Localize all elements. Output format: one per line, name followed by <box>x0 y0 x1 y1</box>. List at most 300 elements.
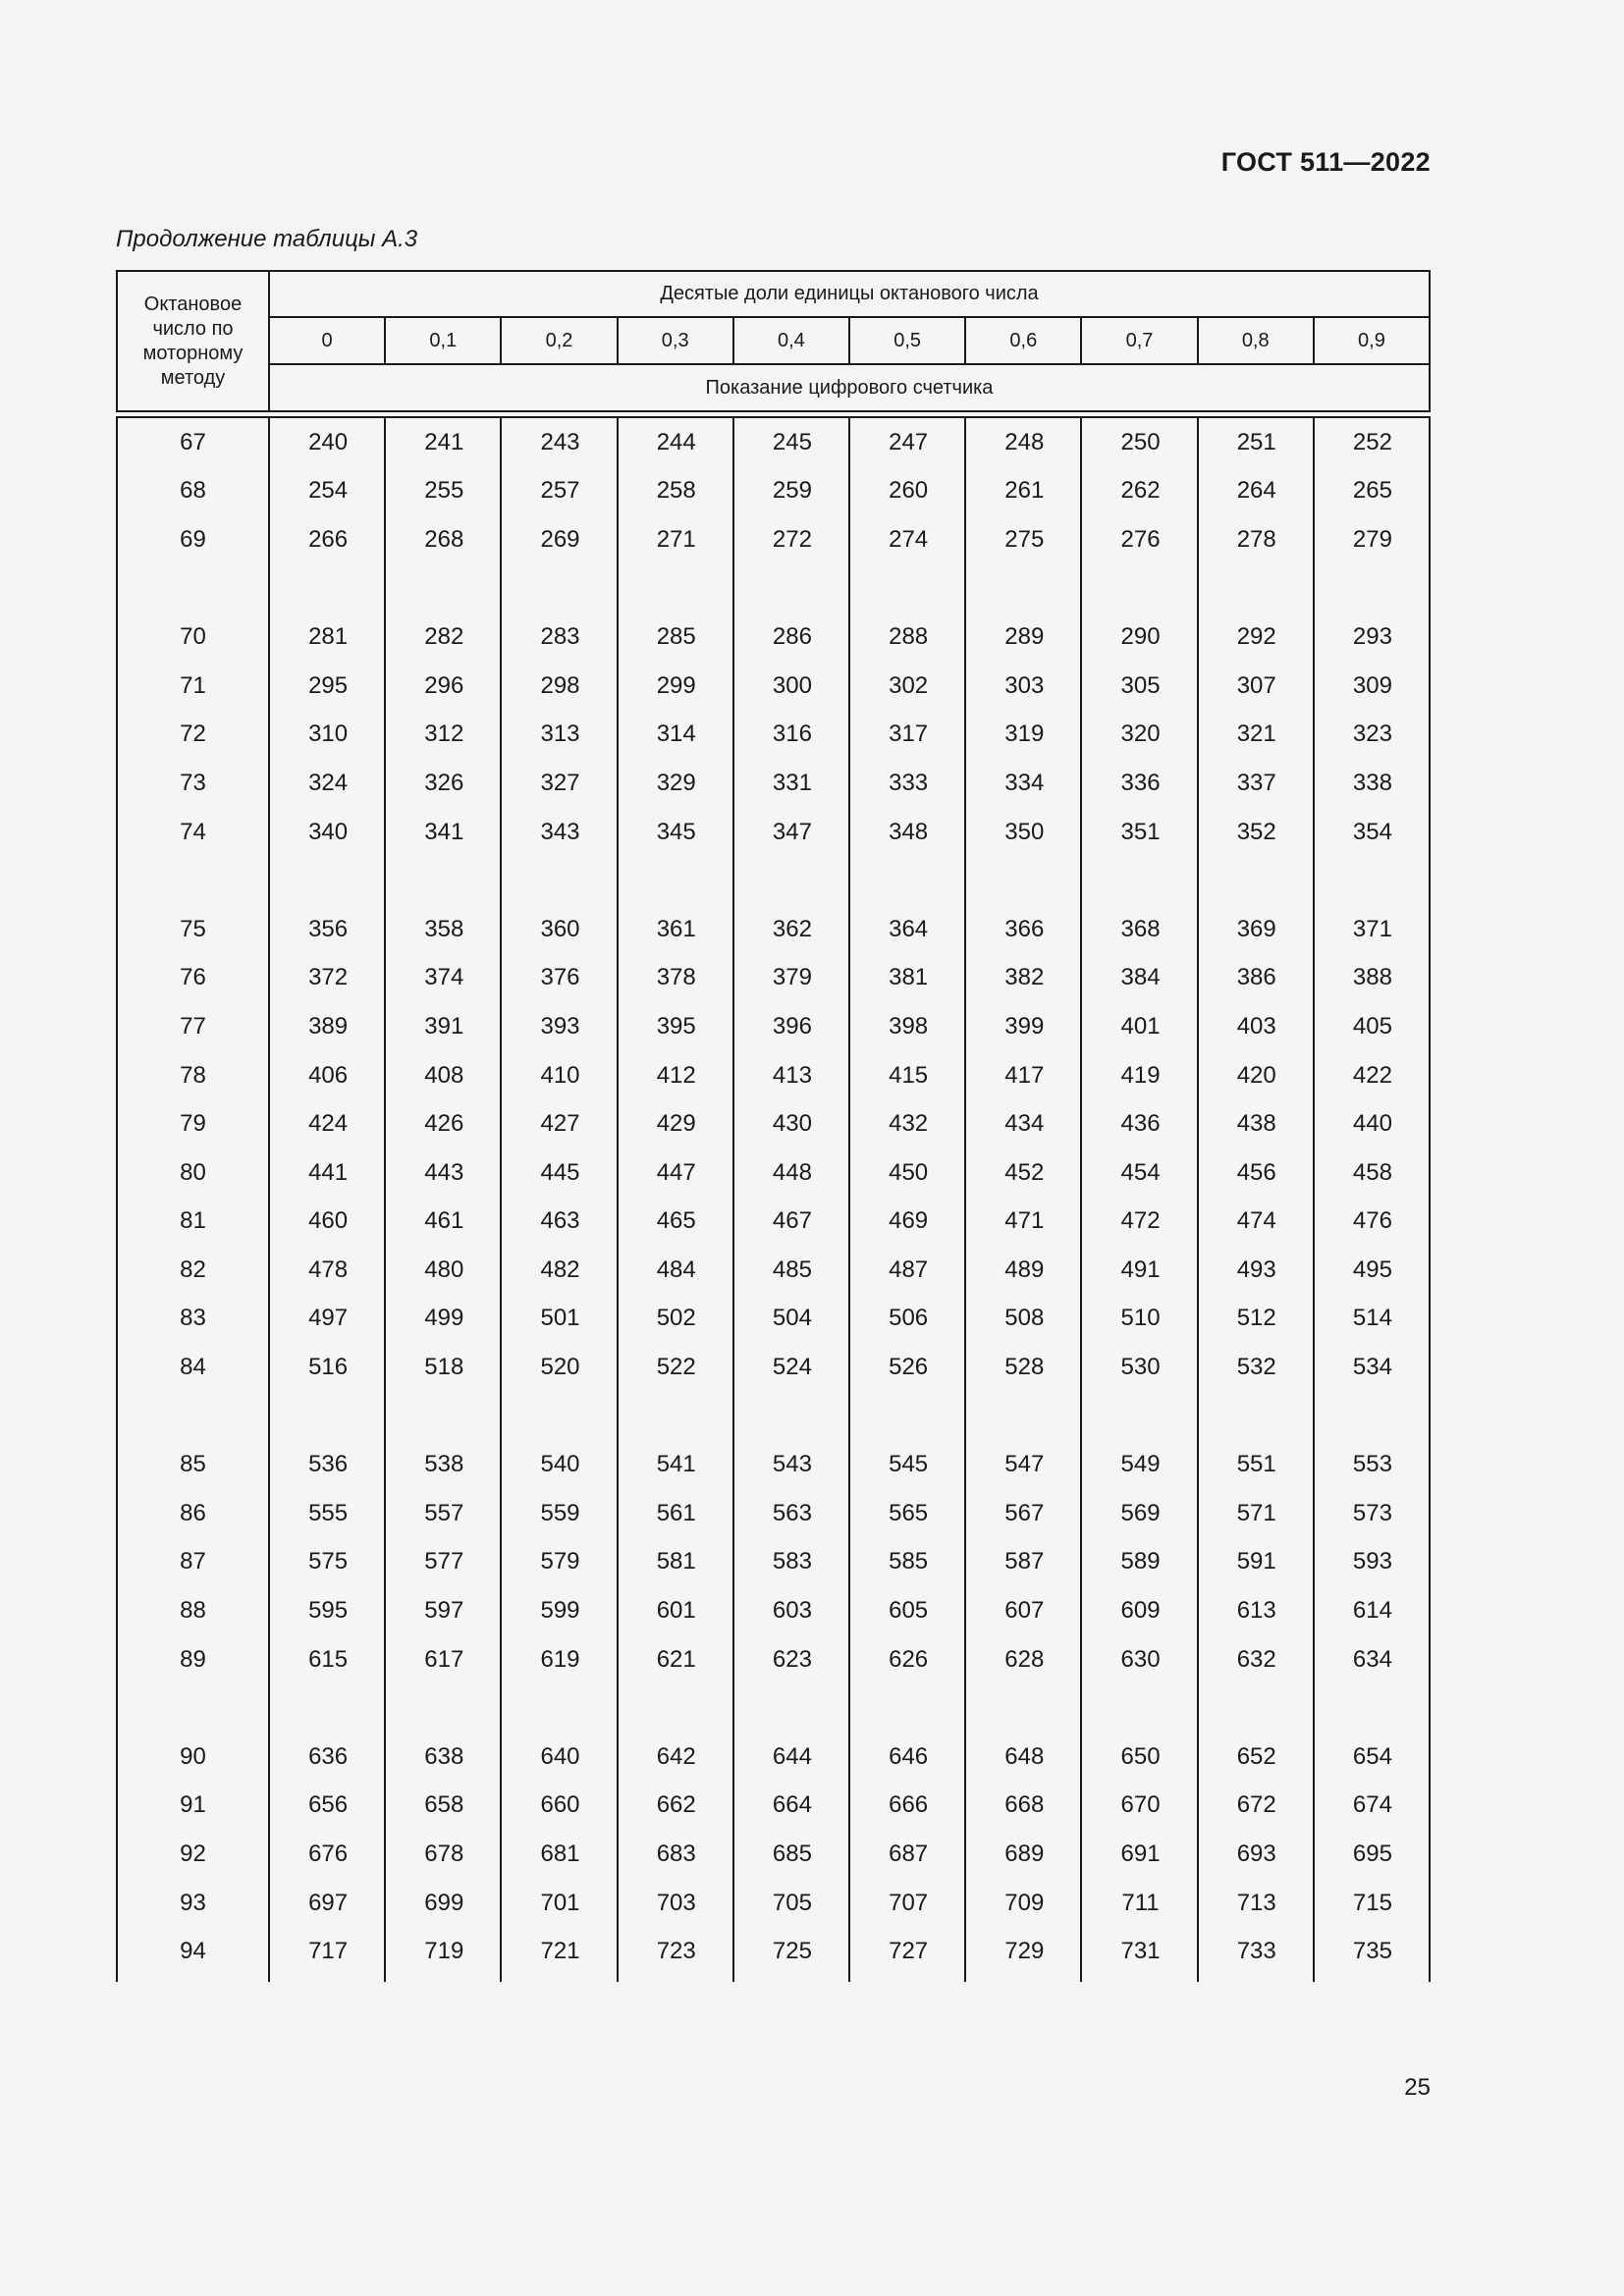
counter-reading-cell: 266 <box>308 525 349 553</box>
octane-number-cell: 73 <box>180 769 206 796</box>
counter-reading-cell: 434 <box>1004 1110 1045 1138</box>
octane-number-cell: 81 <box>180 1207 206 1235</box>
counter-reading-cell: 497 <box>308 1305 349 1332</box>
counter-reading-cell: 699 <box>424 1889 464 1916</box>
counter-reading-cell: 615 <box>308 1645 349 1673</box>
column-divider <box>500 418 502 1982</box>
counter-reading-cell: 427 <box>540 1110 580 1138</box>
counter-reading-cell: 491 <box>1120 1255 1161 1283</box>
counter-reading-cell: 474 <box>1236 1207 1276 1235</box>
counter-reading-cell: 573 <box>1352 1499 1392 1526</box>
counter-reading-cell: 415 <box>889 1061 929 1089</box>
column-divider <box>116 418 118 1982</box>
bottom-header-cell: Показание цифрового счетчика <box>705 376 994 399</box>
counter-reading-cell: 634 <box>1352 1645 1392 1673</box>
counter-reading-cell: 305 <box>1120 671 1161 699</box>
counter-reading-cell: 628 <box>1004 1645 1045 1673</box>
counter-reading-cell: 522 <box>656 1354 696 1381</box>
counter-reading-cell: 583 <box>772 1548 812 1575</box>
table-row <box>116 613 1431 662</box>
counter-reading-cell: 553 <box>1352 1451 1392 1478</box>
counter-reading-cell: 512 <box>1236 1305 1276 1332</box>
counter-reading-cell: 254 <box>308 477 349 505</box>
counter-reading-cell: 317 <box>889 721 929 748</box>
table-row <box>116 1927 1431 1976</box>
counter-reading-cell: 487 <box>889 1255 929 1283</box>
counter-reading-cell: 668 <box>1004 1791 1045 1819</box>
counter-reading-cell: 569 <box>1120 1499 1161 1526</box>
counter-reading-cell: 644 <box>772 1742 812 1770</box>
column-header: 0,5 <box>848 318 964 363</box>
column-divider <box>268 418 270 1982</box>
counter-reading-cell: 268 <box>424 525 464 553</box>
counter-reading-cell: 441 <box>308 1158 349 1186</box>
counter-reading-cell: 528 <box>1004 1354 1045 1381</box>
counter-reading-cell: 269 <box>540 525 580 553</box>
counter-reading-cell: 693 <box>1236 1841 1276 1868</box>
counter-reading-cell: 591 <box>1236 1548 1276 1575</box>
counter-reading-cell: 678 <box>424 1841 464 1868</box>
table-header <box>116 270 1431 412</box>
counter-reading-cell: 557 <box>424 1499 464 1526</box>
counter-reading-cell: 292 <box>1236 623 1276 651</box>
column-divider <box>848 418 850 1982</box>
counter-reading-cell: 389 <box>308 1012 349 1040</box>
counter-reading-cell: 405 <box>1352 1012 1392 1040</box>
counter-reading-cell: 674 <box>1352 1791 1392 1819</box>
counter-reading-cell: 540 <box>540 1451 580 1478</box>
counter-reading-cell: 338 <box>1352 769 1392 796</box>
counter-reading-cell: 458 <box>1352 1158 1392 1186</box>
counter-reading-cell: 471 <box>1004 1207 1045 1235</box>
counter-reading-cell: 240 <box>308 428 349 455</box>
counter-reading-cell: 262 <box>1120 477 1161 505</box>
octane-number-cell: 82 <box>180 1255 206 1283</box>
column-headers <box>270 318 1429 365</box>
counter-reading-cell: 336 <box>1120 769 1161 796</box>
counter-reading-cell: 581 <box>656 1548 696 1575</box>
counter-reading-cell: 575 <box>308 1548 349 1575</box>
counter-reading-cell: 613 <box>1236 1597 1276 1625</box>
counter-reading-cell: 534 <box>1352 1354 1392 1381</box>
column-header: 0,3 <box>617 318 732 363</box>
counter-reading-cell: 601 <box>656 1597 696 1625</box>
counter-reading-cell: 278 <box>1236 525 1276 553</box>
counter-reading-cell: 545 <box>889 1451 929 1478</box>
counter-reading-cell: 247 <box>889 428 929 455</box>
counter-reading-cell: 452 <box>1004 1158 1045 1186</box>
octane-number-cell: 76 <box>180 964 206 991</box>
counter-reading-cell: 482 <box>540 1255 580 1283</box>
counter-reading-cell: 403 <box>1236 1012 1276 1040</box>
octane-number-cell: 83 <box>180 1305 206 1332</box>
table-row <box>116 1343 1431 1392</box>
counter-reading-cell: 343 <box>540 818 580 845</box>
counter-reading-cell: 244 <box>656 428 696 455</box>
counter-reading-cell: 252 <box>1352 428 1392 455</box>
counter-reading-cell: 265 <box>1352 477 1392 505</box>
counter-reading-cell: 321 <box>1236 721 1276 748</box>
counter-reading-cell: 331 <box>772 769 812 796</box>
counter-reading-cell: 593 <box>1352 1548 1392 1575</box>
counter-reading-cell: 362 <box>772 915 812 942</box>
counter-reading-cell: 524 <box>772 1354 812 1381</box>
counter-reading-cell: 271 <box>656 525 696 553</box>
counter-reading-cell: 313 <box>540 721 580 748</box>
octane-number-cell: 69 <box>180 525 206 553</box>
octane-number-cell: 78 <box>180 1061 206 1089</box>
counter-reading-cell: 543 <box>772 1451 812 1478</box>
counter-reading-cell: 366 <box>1004 915 1045 942</box>
counter-reading-cell: 316 <box>772 721 812 748</box>
counter-reading-cell: 259 <box>772 477 812 505</box>
octane-number-cell: 90 <box>180 1742 206 1770</box>
counter-reading-cell: 683 <box>656 1841 696 1868</box>
counter-reading-cell: 463 <box>540 1207 580 1235</box>
counter-reading-cell: 638 <box>424 1742 464 1770</box>
counter-reading-cell: 654 <box>1352 1742 1392 1770</box>
counter-reading-cell: 440 <box>1352 1110 1392 1138</box>
counter-reading-cell: 251 <box>1236 428 1276 455</box>
counter-reading-cell: 607 <box>1004 1597 1045 1625</box>
counter-reading-cell: 289 <box>1004 623 1045 651</box>
counter-reading-cell: 701 <box>540 1889 580 1916</box>
counter-reading-cell: 465 <box>656 1207 696 1235</box>
counter-reading-cell: 293 <box>1352 623 1392 651</box>
counter-reading-cell: 388 <box>1352 964 1392 991</box>
counter-reading-cell: 260 <box>889 477 929 505</box>
counter-reading-cell: 721 <box>540 1938 580 1965</box>
counter-reading-cell: 345 <box>656 818 696 845</box>
counter-reading-cell: 577 <box>424 1548 464 1575</box>
octane-number-cell: 75 <box>180 915 206 942</box>
octane-number-cell: 89 <box>180 1645 206 1673</box>
column-header: 0,7 <box>1080 318 1196 363</box>
column-divider <box>732 418 734 1982</box>
counter-reading-cell: 630 <box>1120 1645 1161 1673</box>
counter-reading-cell: 660 <box>540 1791 580 1819</box>
counter-reading-cell: 729 <box>1004 1938 1045 1965</box>
counter-reading-cell: 626 <box>889 1645 929 1673</box>
counter-reading-cell: 450 <box>889 1158 929 1186</box>
counter-reading-cell: 276 <box>1120 525 1161 553</box>
counter-reading-cell: 476 <box>1352 1207 1392 1235</box>
counter-reading-cell: 430 <box>772 1110 812 1138</box>
counter-reading-cell: 410 <box>540 1061 580 1089</box>
counter-reading-cell: 595 <box>308 1597 349 1625</box>
octane-number-cell: 70 <box>180 623 206 651</box>
counter-reading-cell: 658 <box>424 1791 464 1819</box>
counter-reading-cell: 695 <box>1352 1841 1392 1868</box>
counter-reading-cell: 258 <box>656 477 696 505</box>
counter-reading-cell: 436 <box>1120 1110 1161 1138</box>
counter-reading-cell: 640 <box>540 1742 580 1770</box>
counter-reading-cell: 664 <box>772 1791 812 1819</box>
table-row <box>116 1440 1431 1489</box>
counter-reading-cell: 296 <box>424 671 464 699</box>
counter-reading-cell: 650 <box>1120 1742 1161 1770</box>
counter-reading-cell: 417 <box>1004 1061 1045 1089</box>
counter-reading-cell: 378 <box>656 964 696 991</box>
counter-reading-cell: 689 <box>1004 1841 1045 1868</box>
counter-reading-cell: 499 <box>424 1305 464 1332</box>
octane-number-cell: 88 <box>180 1597 206 1625</box>
counter-reading-cell: 632 <box>1236 1645 1276 1673</box>
counter-reading-cell: 642 <box>656 1742 696 1770</box>
counter-reading-cell: 356 <box>308 915 349 942</box>
top-header-cell: Десятые доли единицы октанового числа <box>270 272 1429 318</box>
octane-number-cell: 67 <box>180 428 206 455</box>
table-row <box>116 1635 1431 1684</box>
counter-reading-cell: 386 <box>1236 964 1276 991</box>
counter-reading-cell: 687 <box>889 1841 929 1868</box>
column-divider <box>1429 418 1431 1982</box>
counter-reading-cell: 559 <box>540 1499 580 1526</box>
counter-reading-cell: 648 <box>1004 1742 1045 1770</box>
counter-reading-cell: 448 <box>772 1158 812 1186</box>
counter-reading-cell: 727 <box>889 1938 929 1965</box>
column-header: 0,9 <box>1313 318 1429 363</box>
column-header: 0,6 <box>964 318 1080 363</box>
counter-reading-cell: 352 <box>1236 818 1276 845</box>
counter-reading-cell: 652 <box>1236 1742 1276 1770</box>
octane-number-cell: 79 <box>180 1110 206 1138</box>
counter-reading-cell: 307 <box>1236 671 1276 699</box>
counter-reading-cell: 733 <box>1236 1938 1276 1965</box>
counter-reading-cell: 691 <box>1120 1841 1161 1868</box>
column-header: 0,8 <box>1197 318 1313 363</box>
table-row <box>116 418 1431 467</box>
counter-reading-cell: 670 <box>1120 1791 1161 1819</box>
counter-reading-cell: 255 <box>424 477 464 505</box>
counter-reading-cell: 250 <box>1120 428 1161 455</box>
octane-number-cell: 74 <box>180 818 206 845</box>
counter-reading-cell: 443 <box>424 1158 464 1186</box>
octane-number-cell: 77 <box>180 1012 206 1040</box>
counter-reading-cell: 646 <box>889 1742 929 1770</box>
counter-reading-cell: 432 <box>889 1110 929 1138</box>
counter-reading-cell: 340 <box>308 818 349 845</box>
counter-reading-cell: 395 <box>656 1012 696 1040</box>
counter-reading-cell: 283 <box>540 623 580 651</box>
counter-reading-cell: 438 <box>1236 1110 1276 1138</box>
octane-number-cell: 85 <box>180 1451 206 1478</box>
counter-reading-cell: 603 <box>772 1597 812 1625</box>
counter-reading-cell: 290 <box>1120 623 1161 651</box>
counter-reading-cell: 495 <box>1352 1255 1392 1283</box>
counter-reading-cell: 327 <box>540 769 580 796</box>
column-divider <box>384 418 386 1982</box>
counter-reading-cell: 281 <box>308 623 349 651</box>
octane-number-cell: 72 <box>180 721 206 748</box>
counter-reading-cell: 589 <box>1120 1548 1161 1575</box>
counter-reading-cell: 567 <box>1004 1499 1045 1526</box>
counter-reading-cell: 274 <box>889 525 929 553</box>
counter-reading-cell: 298 <box>540 671 580 699</box>
counter-reading-cell: 369 <box>1236 915 1276 942</box>
counter-reading-cell: 376 <box>540 964 580 991</box>
octane-number-cell: 80 <box>180 1158 206 1186</box>
document-code: ГОСТ 511—2022 <box>1220 147 1431 177</box>
table-row <box>116 1489 1431 1538</box>
counter-reading-cell: 310 <box>308 721 349 748</box>
counter-reading-cell: 623 <box>772 1645 812 1673</box>
counter-reading-cell: 599 <box>540 1597 580 1625</box>
counter-reading-cell: 261 <box>1004 477 1045 505</box>
counter-reading-cell: 460 <box>308 1207 349 1235</box>
column-header: 0,4 <box>732 318 848 363</box>
counter-reading-cell: 354 <box>1352 818 1392 845</box>
counter-reading-cell: 286 <box>772 623 812 651</box>
counter-reading-cell: 571 <box>1236 1499 1276 1526</box>
counter-reading-cell: 426 <box>424 1110 464 1138</box>
counter-reading-cell: 324 <box>308 769 349 796</box>
counter-reading-cell: 312 <box>424 721 464 748</box>
table-row <box>116 905 1431 954</box>
counter-reading-cell: 358 <box>424 915 464 942</box>
counter-reading-cell: 614 <box>1352 1597 1392 1625</box>
table-row <box>116 1782 1431 1831</box>
table-row <box>116 1295 1431 1344</box>
counter-reading-cell: 469 <box>889 1207 929 1235</box>
counter-reading-cell: 382 <box>1004 964 1045 991</box>
counter-reading-cell: 303 <box>1004 671 1045 699</box>
counter-reading-cell: 705 <box>772 1889 812 1916</box>
counter-reading-cell: 579 <box>540 1548 580 1575</box>
column-header-group <box>270 272 1431 410</box>
counter-reading-cell: 337 <box>1236 769 1276 796</box>
octane-number-cell: 68 <box>180 477 206 505</box>
counter-reading-cell: 472 <box>1120 1207 1161 1235</box>
counter-reading-cell: 401 <box>1120 1012 1161 1040</box>
counter-reading-cell: 715 <box>1352 1889 1392 1916</box>
table-row <box>116 1148 1431 1198</box>
counter-reading-cell: 406 <box>308 1061 349 1089</box>
table-row <box>116 954 1431 1003</box>
counter-reading-cell: 374 <box>424 964 464 991</box>
counter-reading-cell: 333 <box>889 769 929 796</box>
table-row <box>116 711 1431 760</box>
table-row <box>116 662 1431 711</box>
table-row <box>116 1002 1431 1051</box>
counter-reading-cell: 713 <box>1236 1889 1276 1916</box>
counter-reading-cell: 413 <box>772 1061 812 1089</box>
counter-reading-cell: 549 <box>1120 1451 1161 1478</box>
table-row <box>116 759 1431 808</box>
counter-reading-cell: 371 <box>1352 915 1392 942</box>
counter-reading-cell: 393 <box>540 1012 580 1040</box>
counter-reading-cell: 384 <box>1120 964 1161 991</box>
row-header-cell: Октановое число по моторному методу <box>116 272 270 410</box>
counter-reading-cell: 551 <box>1236 1451 1276 1478</box>
counter-reading-cell: 605 <box>889 1597 929 1625</box>
counter-reading-cell: 516 <box>308 1354 349 1381</box>
counter-reading-cell: 275 <box>1004 525 1045 553</box>
counter-reading-cell: 731 <box>1120 1938 1161 1965</box>
column-header: 0,2 <box>500 318 616 363</box>
counter-reading-cell: 725 <box>772 1938 812 1965</box>
counter-reading-cell: 538 <box>424 1451 464 1478</box>
counter-reading-cell: 697 <box>308 1889 349 1916</box>
counter-reading-cell: 360 <box>540 915 580 942</box>
table-caption: Продолжение таблицы А.3 <box>116 226 418 252</box>
octane-number-cell: 71 <box>180 671 206 699</box>
counter-reading-cell: 454 <box>1120 1158 1161 1186</box>
counter-reading-cell: 530 <box>1120 1354 1161 1381</box>
counter-reading-cell: 703 <box>656 1889 696 1916</box>
counter-reading-cell: 361 <box>656 915 696 942</box>
counter-reading-cell: 536 <box>308 1451 349 1478</box>
counter-reading-cell: 372 <box>308 964 349 991</box>
counter-reading-cell: 379 <box>772 964 812 991</box>
counter-reading-cell: 351 <box>1120 818 1161 845</box>
counter-reading-cell: 621 <box>656 1645 696 1673</box>
column-header: 0 <box>321 329 333 351</box>
table-row <box>116 1099 1431 1148</box>
table-row <box>116 1538 1431 1587</box>
counter-reading-cell: 510 <box>1120 1305 1161 1332</box>
counter-reading-cell: 243 <box>540 428 580 455</box>
counter-reading-cell: 295 <box>308 671 349 699</box>
table-row <box>116 1879 1431 1928</box>
counter-reading-cell: 329 <box>656 769 696 796</box>
counter-reading-cell: 447 <box>656 1158 696 1186</box>
counter-reading-cell: 456 <box>1236 1158 1276 1186</box>
table-row <box>116 1246 1431 1295</box>
counter-reading-cell: 508 <box>1004 1305 1045 1332</box>
counter-reading-cell: 424 <box>308 1110 349 1138</box>
counter-reading-cell: 420 <box>1236 1061 1276 1089</box>
counter-reading-cell: 685 <box>772 1841 812 1868</box>
counter-reading-cell: 484 <box>656 1255 696 1283</box>
counter-reading-cell: 489 <box>1004 1255 1045 1283</box>
column-divider <box>964 418 966 1982</box>
counter-reading-cell: 272 <box>772 525 812 553</box>
counter-reading-cell: 656 <box>308 1791 349 1819</box>
table-row <box>116 515 1431 564</box>
counter-reading-cell: 334 <box>1004 769 1045 796</box>
counter-reading-cell: 501 <box>540 1305 580 1332</box>
column-divider <box>1313 418 1315 1982</box>
counter-reading-cell: 399 <box>1004 1012 1045 1040</box>
counter-reading-cell: 561 <box>656 1499 696 1526</box>
table-row <box>116 1830 1431 1879</box>
column-divider <box>1197 418 1199 1982</box>
counter-reading-cell: 319 <box>1004 721 1045 748</box>
counter-reading-cell: 381 <box>889 964 929 991</box>
counter-reading-cell: 299 <box>656 671 696 699</box>
counter-reading-cell: 609 <box>1120 1597 1161 1625</box>
counter-reading-cell: 662 <box>656 1791 696 1819</box>
counter-reading-cell: 717 <box>308 1938 349 1965</box>
counter-reading-cell: 585 <box>889 1548 929 1575</box>
counter-reading-cell: 364 <box>889 915 929 942</box>
counter-reading-cell: 709 <box>1004 1889 1045 1916</box>
counter-reading-cell: 480 <box>424 1255 464 1283</box>
counter-reading-cell: 478 <box>308 1255 349 1283</box>
counter-reading-cell: 555 <box>308 1499 349 1526</box>
octane-number-cell: 92 <box>180 1841 206 1868</box>
octane-number-cell: 84 <box>180 1354 206 1381</box>
counter-reading-cell: 502 <box>656 1305 696 1332</box>
table-row <box>116 808 1431 857</box>
page-number: 25 <box>1404 2074 1431 2101</box>
counter-reading-cell: 422 <box>1352 1061 1392 1089</box>
table-row <box>116 1733 1431 1782</box>
counter-reading-cell: 707 <box>889 1889 929 1916</box>
counter-reading-cell: 518 <box>424 1354 464 1381</box>
octane-table <box>116 270 1431 1976</box>
